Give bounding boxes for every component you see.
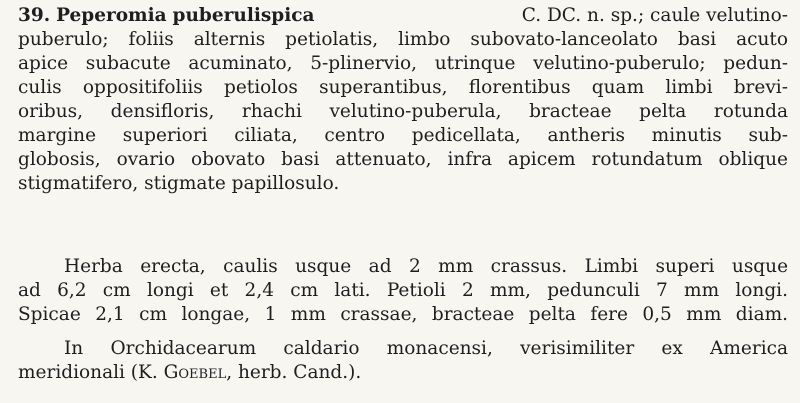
entry-heading-line bbox=[18, 4, 788, 28]
herbarium-reference: , herb. Cand.). bbox=[226, 362, 362, 383]
locality-text: meridionali (K. bbox=[18, 362, 164, 383]
species-epithet: puberulispica bbox=[172, 5, 315, 26]
description-line: ad 6,2 cm longi et 2,4 cm lati. Petioli 2 mm, pedunculi 7 mm longi. bbox=[18, 280, 788, 301]
species-heading bbox=[18, 4, 315, 28]
diagnosis-line: globosis, ovario obovato basi attenuato, infra apicem rotundatum oblique bbox=[18, 149, 788, 170]
diagnosis-line: stigmatifero, stigmate papillosulo. bbox=[18, 173, 340, 194]
diagnosis-line: margine superiori ciliata, centro pedicellata, antheris minutis sub- bbox=[18, 125, 788, 146]
locality-line bbox=[18, 361, 788, 385]
description-line: Herba erecta, caulis usque ad 2 mm crassus. Limbi superi usque bbox=[64, 256, 789, 277]
collector-name: Goebel bbox=[163, 362, 227, 383]
diagnosis-line: culis oppositifoliis petiolos superantibus, florentibus quam limbi brevi- bbox=[18, 77, 788, 98]
diagnosis-line: puberulo; foliis alternis petiolatis, limbo subovato-lanceolato basi acuto bbox=[18, 29, 788, 50]
locality-line: In Orchidacearum caldario monacensi, verisimiliter ex America bbox=[64, 338, 789, 359]
entry-number: 39. bbox=[18, 5, 51, 26]
diagnosis-line: apice subacute acuminato, 5-plinervio, utrinque velutino-puberulo; pedun- bbox=[18, 53, 788, 74]
genus-name: Peperomia bbox=[56, 5, 167, 26]
description-line: Spicae 2,1 cm longae, 1 mm crassae, bracteae pelta fere 0,5 mm diam. bbox=[18, 304, 789, 325]
diagnosis-line: oribus, densifloris, rhachi velutino-puberula, bracteae pelta rotunda bbox=[18, 101, 788, 122]
author-and-status: C. DC. n. sp.; caule velutino- bbox=[521, 5, 788, 26]
